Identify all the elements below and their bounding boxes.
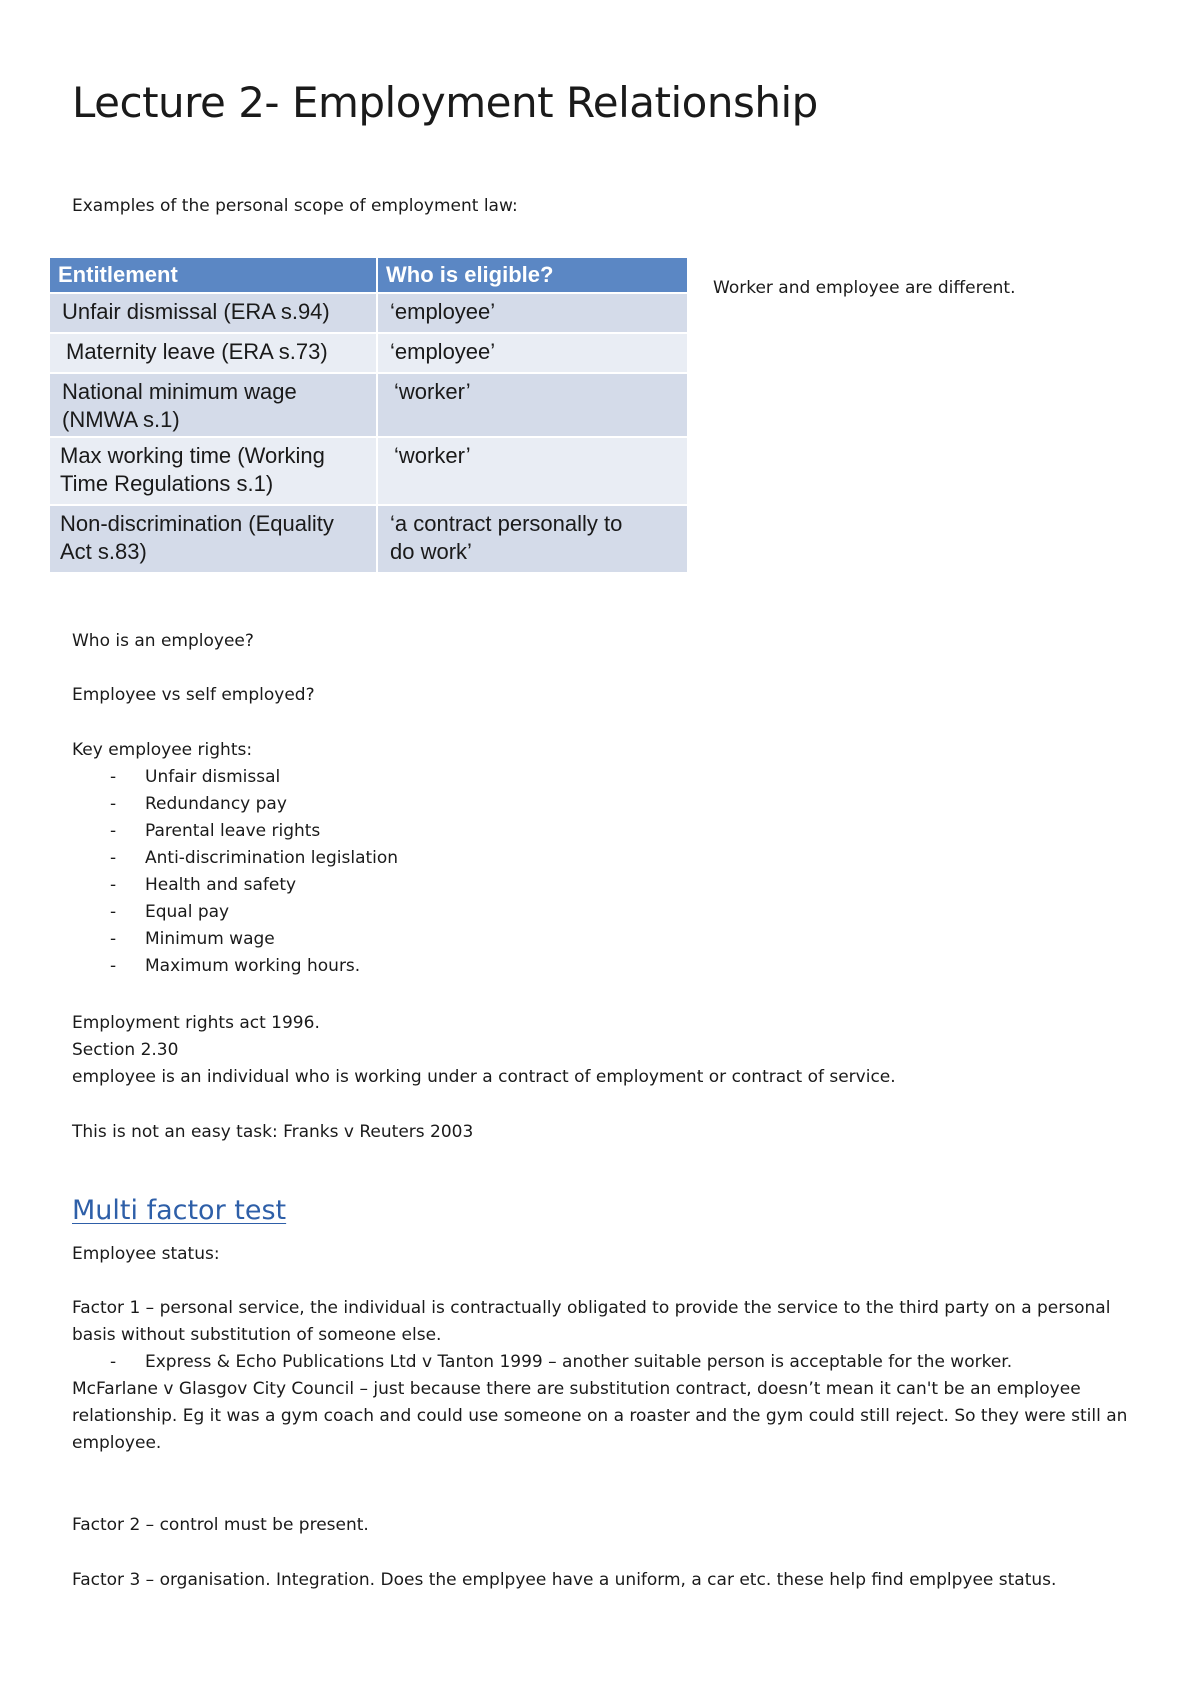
entitlement-cell: National minimum wage (NMWA s.1) [50,373,377,437]
factor-3-paragraph: Factor 3 – organisation. Integration. Does the emplpyee have a uniform, a car etc. these help find emplpyee status. [72,1570,1057,1590]
page-title: Lecture 2- Employment Relationship [72,78,818,127]
table-header-row [50,258,688,293]
list-item: - Parental leave rights [110,821,321,841]
intro-text: Examples of the personal scope of employment law: [72,196,518,216]
list-item-text: Maximum working hours. [145,956,361,976]
era-definition: employee is an individual who is working under a contract of employment or contract of service. [72,1067,896,1087]
table-row [50,293,688,333]
era-title: Employment rights act 1996. [72,1013,320,1033]
multi-factor-heading[interactable]: Multi factor test [72,1195,287,1226]
employee-status-label: Employee status: [72,1244,220,1264]
list-item: - Anti-discrimination legislation [110,848,399,868]
table-header-entitlement: Entitlement [50,258,377,293]
rights-list [72,764,398,980]
factor-2-paragraph: Factor 2 – control must be present. [72,1515,369,1535]
table-row [50,437,688,505]
list-item: - Maximum working hours. [110,956,361,976]
entitlement-cell: Non-discrimination (Equality Act s.83) [50,505,377,573]
eligible-cell: ‘employee’ [377,293,688,333]
table-row [50,373,688,437]
list-item-text: Redundancy pay [145,794,287,814]
rights-heading: Key employee rights: [72,740,253,760]
eligible-cell: ‘a contract personally to do work’ [377,505,688,573]
list-item-text: Minimum wage [145,929,275,949]
list-item-text: Health and safety [145,875,297,895]
table-header-eligible: Who is eligible? [377,258,688,293]
list-item-text: Unfair dismissal [145,767,281,787]
list-item: - Redundancy pay [110,794,287,814]
entitlement-cell: Unfair dismissal (ERA s.94) [50,293,377,333]
entitlement-cell: Maternity leave (ERA s.73) [50,333,377,373]
mcfarlane-paragraph: McFarlane v Glasgov City Council – just because there are substitution contract, doesn’t mean it can't be an employee relationship. Eg it was a gym coach and could use someone on a roaster and the gym could still reject. So they were still an employee. [72,1379,1128,1453]
eligible-cell: ‘worker’ [377,437,688,505]
question-who-is-employee: Who is an employee? [72,631,254,651]
factor-1-paragraph: Factor 1 – personal service, the individual is contractually obligated to provide the service to the third party on a personal basis without substitution of someone else. [72,1298,1111,1345]
table-row [50,505,688,573]
eligible-cell: ‘worker’ [377,373,688,437]
table-row [50,333,688,373]
question-employee-vs-self-employed: Employee vs self employed? [72,685,315,705]
side-note: Worker and employee are different. [713,278,1016,298]
list-item: - Unfair dismissal [110,767,281,787]
list-item: - Equal pay [110,902,230,922]
list-item-text: Parental leave rights [145,821,321,841]
era-section: Section 2.30 [72,1040,179,1060]
scope-table [50,258,689,574]
list-item: - Health and safety [110,875,297,895]
factor-1-case-text: Express & Echo Publications Ltd v Tanton 1999 – another suitable person is acceptable for the worker. [145,1352,1013,1372]
list-item-text: Anti-discrimination legislation [145,848,399,868]
franks-note: This is not an easy task: Franks v Reuters 2003 [72,1122,474,1142]
list-item-text: Equal pay [145,902,230,922]
eligible-cell: ‘employee’ [377,333,688,373]
entitlement-cell: Max working time (Working Time Regulations s.1) [50,437,377,505]
list-item: - Minimum wage [110,929,275,949]
dash-marker: - [110,1352,117,1372]
